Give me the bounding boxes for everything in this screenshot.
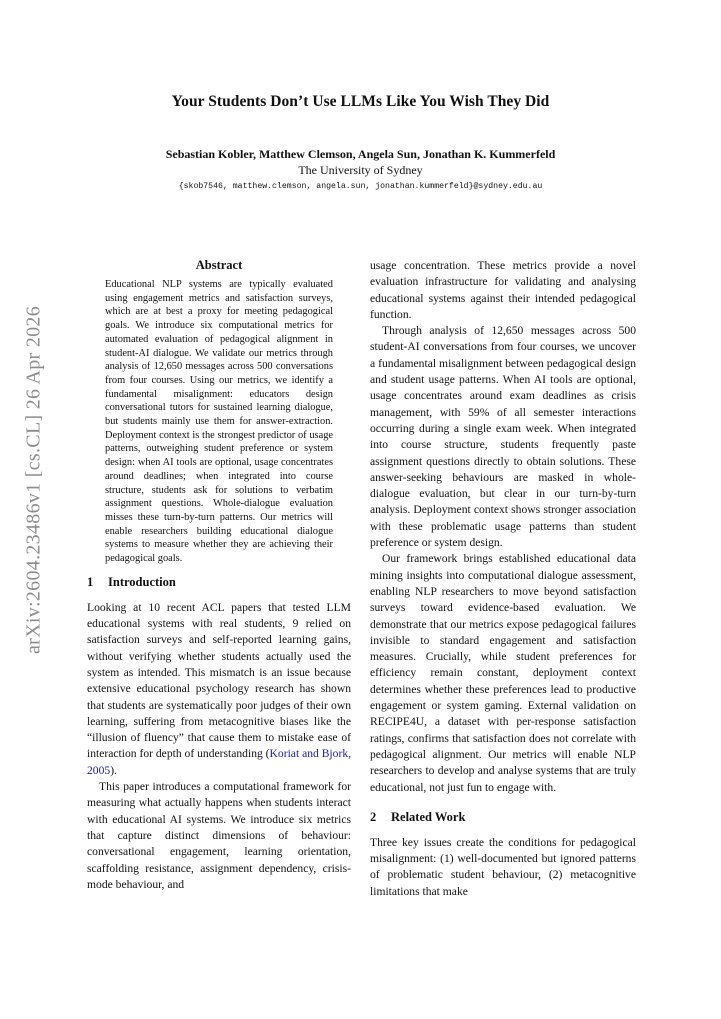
intro-paragraph-1-end: ). xyxy=(110,763,117,777)
intro-paragraph-1-text: Looking at 10 recent ACL papers that tested LLM educational systems with real students, 9 relied on satisfaction surveys and self-reported learning gains, without verifying whether students actually used the system as intended. This mismatch is an issue because extensive educational psychology research has shown that students are systematically poor judges of their own learning, suffering from metacognitive biases like the “illusion of fluency” that cause them to mistake ease of interaction for depth of understanding ( xyxy=(87,600,351,761)
related-work-paragraph-1: Three key issues create the conditions for pedagogical misalignment: (1) well-documented but ignored patterns of problematic student behaviour, (2) metacognitive limitations that make xyxy=(370,835,636,898)
section-heading-introduction xyxy=(87,575,351,590)
section-number: 1 xyxy=(87,574,94,589)
affiliation: The University of Sydney xyxy=(298,163,423,177)
intro-paragraph-4: Our framework brings established educational data mining insights into computational dialogue assessment, enabling NLP researchers to move beyond satisfaction surveys toward evidence-based evaluation. We demonstrate that our metrics expose pedagogical failures invisible to standard engagement and satisfaction measures. Crucially, while student preferences for efficiency remain constant, deployment context determines whether these preferences lead to productive engagement or system gaming. External validation on RECIPE4U, a dataset with per-response satisfaction ratings, confirms that satisfaction does not correlate with pedagogical alignment. Our metrics will enable NLP researchers to develop and analyse systems that are truly educational, not just fun to engage with. xyxy=(370,552,636,794)
right-column xyxy=(370,258,636,900)
email-line: {skob7546, matthew.clemson, angela.sun, jonathan.kummerfeld}@sydney.edu.au xyxy=(178,182,543,191)
intro-paragraph-continued: usage concentration. These metrics provide a novel evaluation infrastructure for validating and analysing educational systems against their intended pedagogical function. xyxy=(370,259,636,321)
section-heading-related-work xyxy=(370,810,636,825)
citation-link[interactable]: Koriat and Bjork, 2005 xyxy=(87,747,352,777)
author-list: Sebastian Kobler, Matthew Clemson, Angela Sun, Jonathan K. Kummerfeld xyxy=(165,147,556,161)
section-title: Introduction xyxy=(108,574,176,589)
paper-title: Your Students Don’t Use LLMs Like You Wish They Did xyxy=(171,93,550,110)
section-title: Related Work xyxy=(391,809,466,824)
intro-paragraph-3: Through analysis of 12,650 messages across 500 student-AI conversations from four courses, we uncover a fundamental misalignment between pedagogical design and student usage patterns. When AI tools are optional, usage concentrates around exam deadlines as crisis management, with 59% of all semester interactions occurring during a single exam week. When integrated into course structure, students frequently paste assignment questions directly to obtain solutions. These answer-seeking behaviours are masked in whole-dialogue evaluation, but clear in our turn-by-turn analysis. Deployment context shows stronger association with these problematic usage patterns than student preference or system design. xyxy=(370,324,636,550)
intro-paragraph-1 xyxy=(87,600,351,779)
left-column xyxy=(87,258,351,893)
arxiv-identifier-text: arXiv:2604.23486v1 [cs.CL] 26 Apr 2026 xyxy=(22,305,45,655)
intro-paragraph-2: This paper introduces a computational framework for measuring what actually happens when students interact with educational AI systems. We introduce six metrics that capture distinct dimensions of behaviour: conversational engagement, learning orientation, scaffolding resistance, assignment dependency, crisis-mode behaviour, and xyxy=(87,780,351,891)
abstract-heading: Abstract xyxy=(195,258,243,272)
section-number: 2 xyxy=(370,809,377,824)
abstract-body: Educational NLP systems are typically evaluated using engagement metrics and satisfaction surveys, which are at best a proxy for meeting pedagogical goals. We introduce six computational metrics for automated evaluation of pedagogical alignment in student-AI dialogue. We validate our metrics through analysis of 12,650 messages across 500 conversations from four courses. Using our metrics, we identify a fundamental misalignment: educators design conversational tutors for sustained learning dialogue, but students mainly use them for answer-extraction. Deployment context is the strongest predictor of usage patterns, outweighing student preference or system design: when AI tools are optional, usage concentrates around deadlines; when integrated into course structure, students ask for solutions to verbatim assignment questions. Whole-dialogue evaluation misses these turn-by-turn patterns. Our metrics will enable researchers building educational dialogue systems to measure whether they are achieving their pedagogical goals. xyxy=(105,279,333,565)
